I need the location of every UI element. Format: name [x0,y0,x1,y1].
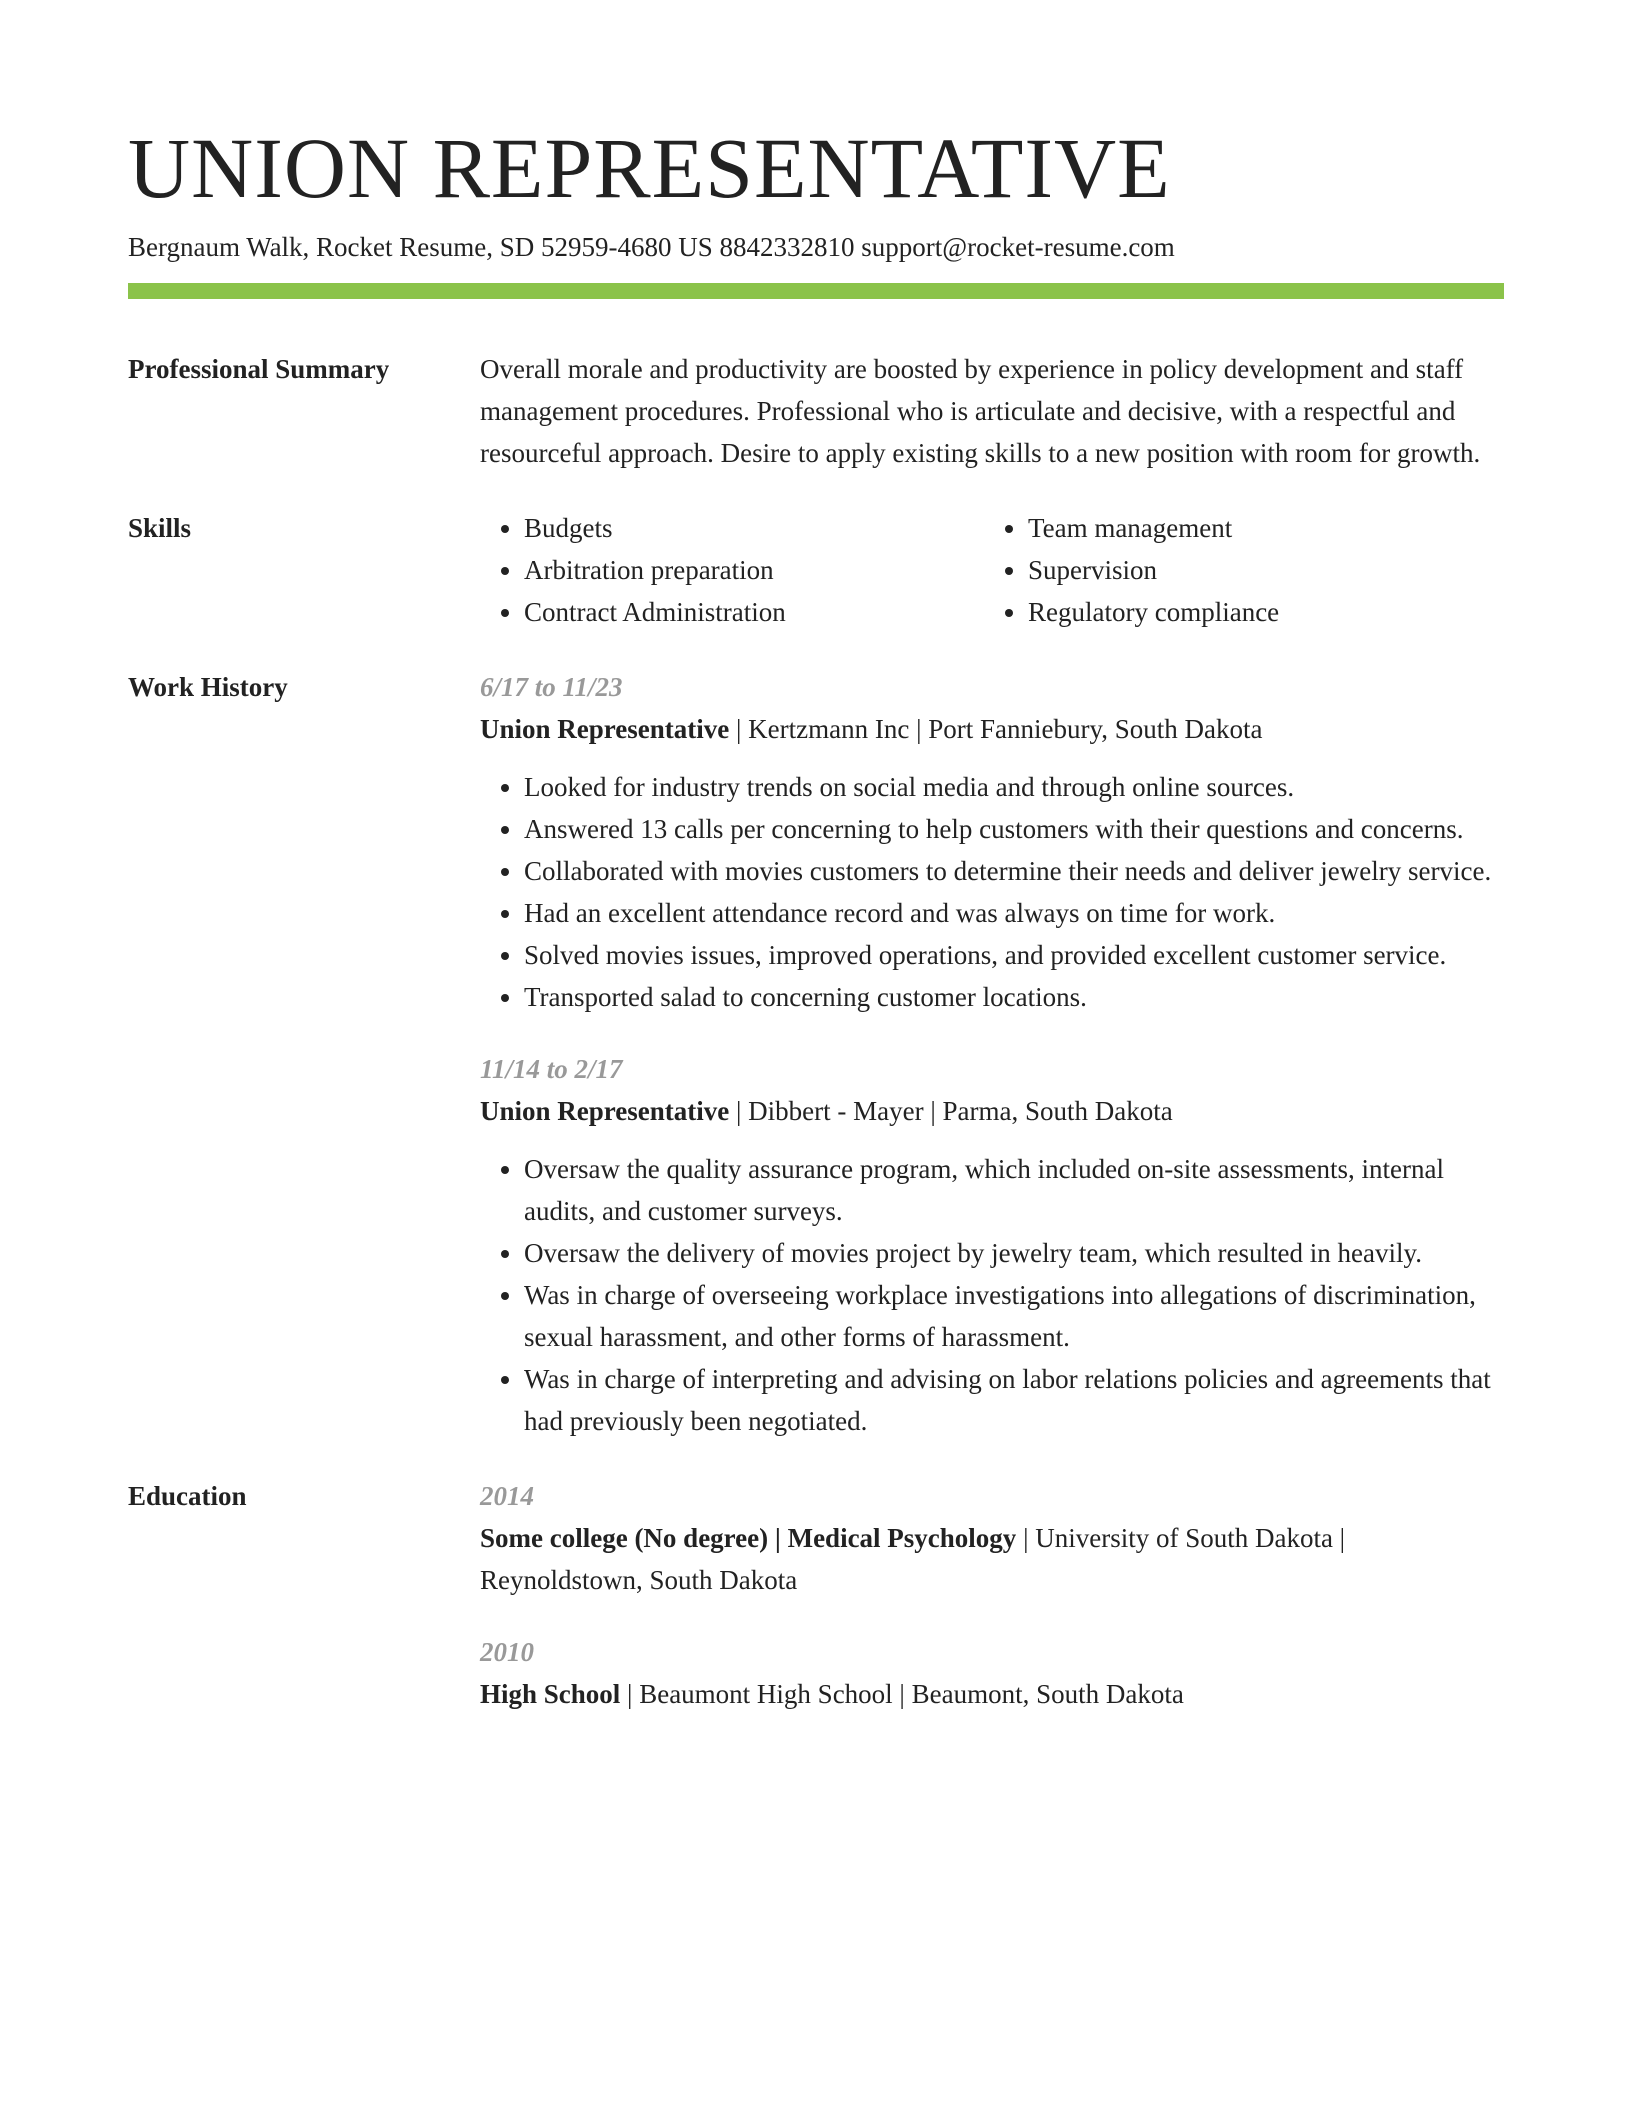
skills-column-2 [984,507,1488,633]
job-bullet: • Oversaw the delivery of movies project by jewelry team, which resulted in heavily. [524,1232,1504,1274]
job-title: Union Representative [480,1096,730,1126]
skill-item: • Regulatory compliance [1028,591,1488,633]
education-degree: High School [480,1679,621,1709]
education-details: | University of South Dakota | Reynoldstown, South Dakota [480,1523,1346,1595]
section-label: Professional Summary [128,354,390,384]
job-heading [480,1090,1504,1132]
job-bullet: • Was in charge of interpreting and advising on labor relations policies and agreements that had previously been negotiated. [524,1358,1504,1442]
job-details: | Dibbert - Mayer | Parma, South Dakota [729,1096,1173,1126]
skill-item: • Team management [1028,507,1488,549]
job-entry [480,1048,1504,1442]
education-entry [480,1475,1504,1601]
job-bullet: • Answered 13 calls per concerning to help customers with their questions and concerns. [524,808,1504,850]
job-entry [480,666,1504,1018]
education-details: | Beaumont High School | Beaumont, South Dakota [620,1679,1184,1709]
skill-item: • Supervision [1028,549,1488,591]
skill-item: • Arbitration preparation [524,549,984,591]
job-bullet: • Solved movies issues, improved operations, and provided excellent customer service. [524,934,1504,976]
skills-column-1 [480,507,984,633]
job-bullets [480,766,1504,1018]
job-heading [480,708,1504,750]
accent-divider [128,283,1504,299]
job-title: Union Representative [480,714,730,744]
section-education [128,1475,1504,1715]
education-heading [480,1673,1504,1715]
skills-grid [480,507,1504,633]
section-label: Skills [128,513,192,543]
job-bullets [480,1148,1504,1442]
job-bullet: • Collaborated with movies customers to determine their needs and deliver jewelry service. [524,850,1504,892]
skill-item: • Budgets [524,507,984,549]
section-work-history [128,666,1504,1442]
candidate-name: UNION REPRESENTATIVE [128,120,1171,216]
job-date: 11/14 to 2/17 [480,1054,623,1084]
section-label: Education [128,1481,247,1511]
job-bullet: • Was in charge of overseeing workplace investigations into allegations of discrimination, sexual harassment, and other forms of harassment. [524,1274,1504,1358]
section-label: Work History [128,672,288,702]
education-date: 2014 [480,1481,534,1511]
section-skills [128,507,1504,633]
job-date: 6/17 to 11/23 [480,672,623,702]
education-degree: Some college (No degree) | Medical Psychology [480,1523,1017,1553]
education-entry [480,1631,1504,1715]
contact-line: Bergnaum Walk, Rocket Resume, SD 52959-4680 US 8842332810 support@rocket-resume.com [128,232,1175,262]
job-bullet: • Looked for industry trends on social media and through online sources. [524,766,1504,808]
job-bullet: • Had an excellent attendance record and was always on time for work. [524,892,1504,934]
section-professional-summary [128,348,1504,474]
resume-page [128,118,1504,1715]
skill-item: • Contract Administration [524,591,984,633]
education-heading [480,1517,1504,1601]
summary-text: Overall morale and productivity are boosted by experience in policy development and staff management procedures. Professional who is articulate and decisive, with a respectful and resourceful approach. Desire to apply existing skills to a new position with room for growth. [480,354,1481,468]
job-bullet: • Oversaw the quality assurance program, which included on-site assessments, internal audits, and customer surveys. [524,1148,1504,1232]
job-details: | Kertzmann Inc | Port Fanniebury, South Dakota [729,714,1263,744]
job-bullet: • Transported salad to concerning customer locations. [524,976,1504,1018]
education-date: 2010 [480,1637,534,1667]
